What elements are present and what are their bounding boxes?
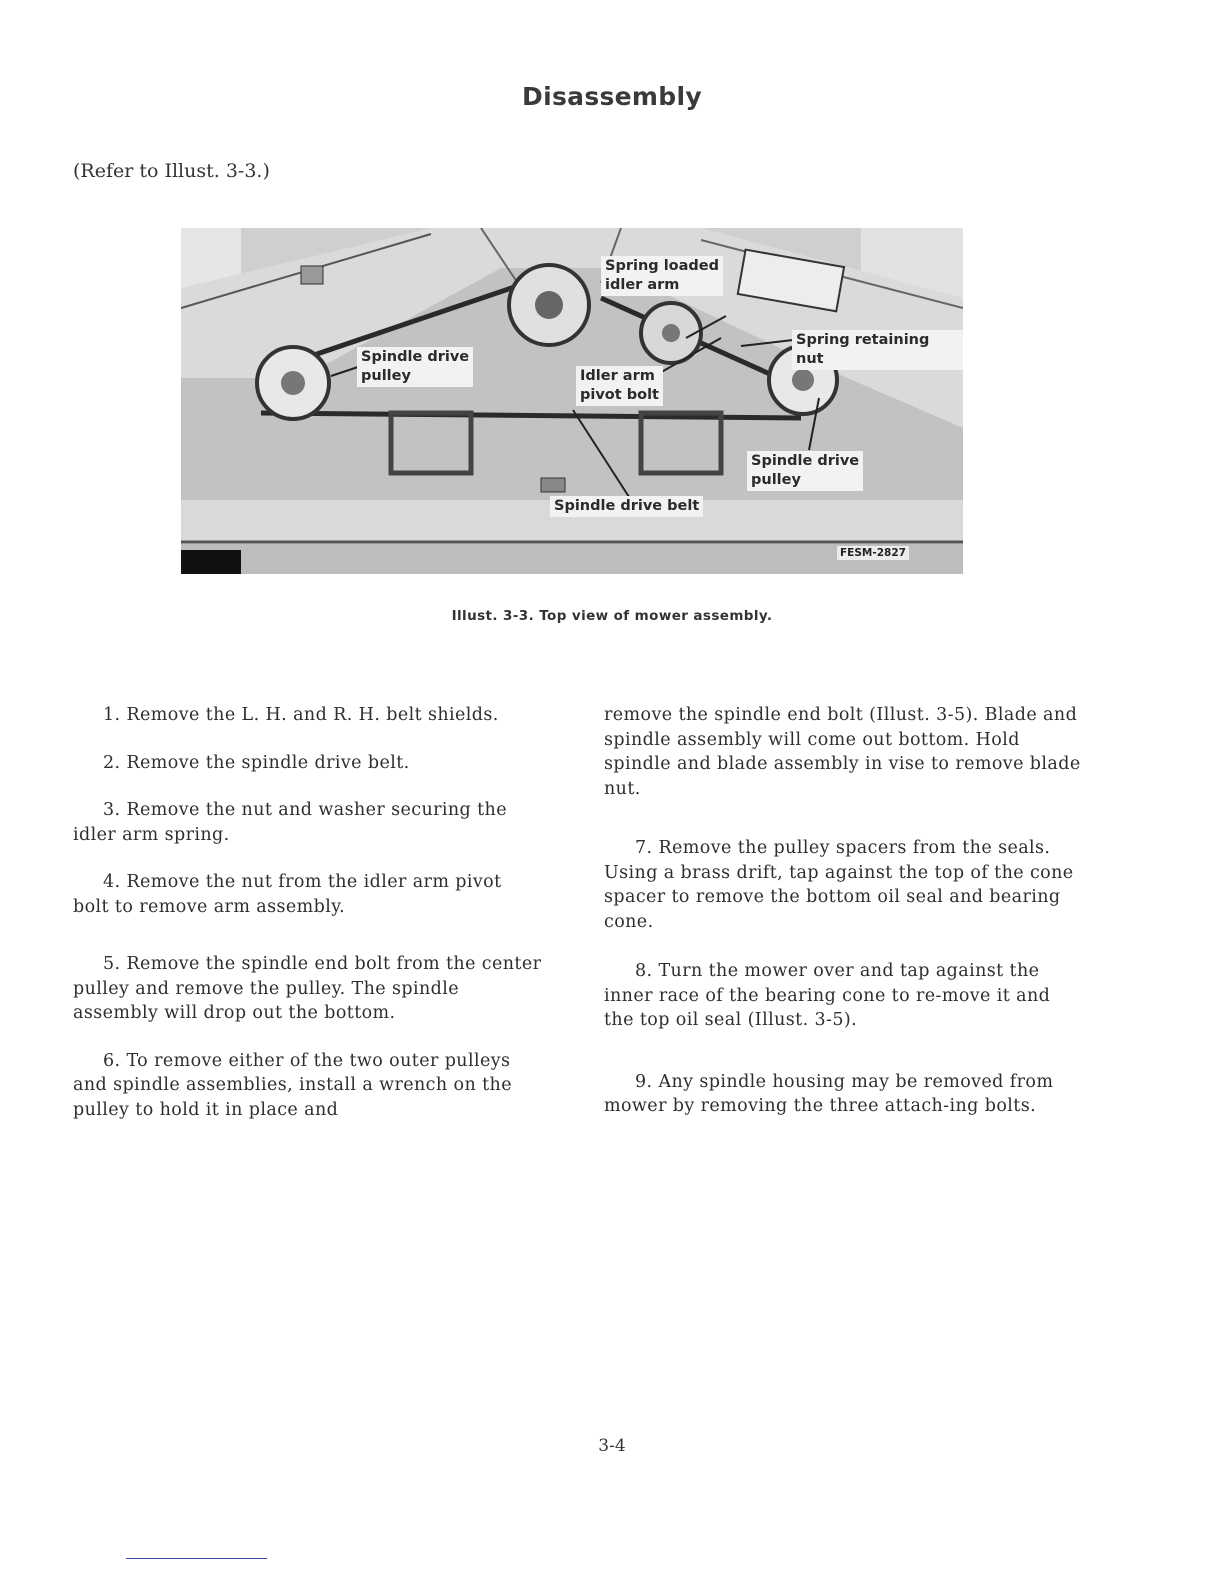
label-spindle-drive-pulley-left: Spindle drive pulley (357, 347, 473, 387)
label-spring-retaining-nut: Spring retaining nut (792, 330, 963, 370)
page-title: Disassembly (522, 82, 702, 111)
step-5: 5. Remove the spindle end bolt from the center pulley and remove the pulley. The spindle assembly will drop out the bottom. (73, 954, 542, 1023)
step-3: 3. Remove the nut and washer securing the idler arm spring. (73, 800, 507, 845)
step-8: 8. Turn the mower over and tap against the inner race of the bearing cone to re-move it and the top oil seal (Illust. 3-5). (604, 961, 1051, 1030)
mower-photo (181, 228, 963, 574)
left-column (73, 703, 543, 1122)
step-2: 2. Remove the spindle drive belt. (103, 752, 410, 773)
figure-id: FESM-2827 (837, 546, 909, 560)
figure-caption: Illust. 3-3. Top view of mower assembly. (451, 608, 773, 624)
mower-photo-drawing (181, 228, 963, 574)
label-spindle-drive-belt: Spindle drive belt (550, 496, 703, 517)
right-column (604, 703, 1082, 1119)
step-1: 1. Remove the L. H. and R. H. belt shields. (103, 705, 499, 725)
label-spindle-drive-pulley-right: Spindle drive pulley (747, 451, 863, 491)
footer-rule (126, 1558, 267, 1559)
label-idler-arm-pivot-bolt: Idler arm pivot bolt (576, 366, 663, 406)
step-7: 7. Remove the pulley spacers from the seals. Using a brass drift, tap against the top of the cone spacer to remove the bottom oil seal and bearing cone. (604, 838, 1074, 932)
step-6: 6. To remove either of the two outer pulleys and spindle assemblies, install a wrench on the pulley to hold it in place and (73, 1050, 512, 1120)
label-spring-loaded-idler-arm: Spring loaded idler arm (601, 256, 723, 296)
step-9: 9. Any spindle housing may be removed from mower by removing the three attach-ing bolts. (604, 1071, 1054, 1116)
page-number: 3-4 (598, 1436, 626, 1456)
illustration-reference: (Refer to Illust. 3-3.) (73, 160, 270, 182)
step-4: 4. Remove the nut from the idler arm pivot bolt to remove arm assembly. (73, 872, 502, 917)
step-6-continued: remove the spindle end bolt (Illust. 3-5). Blade and spindle assembly will come out bottom. Hold spindle and blade assembly in vise to remove blade nut. (604, 705, 1081, 799)
